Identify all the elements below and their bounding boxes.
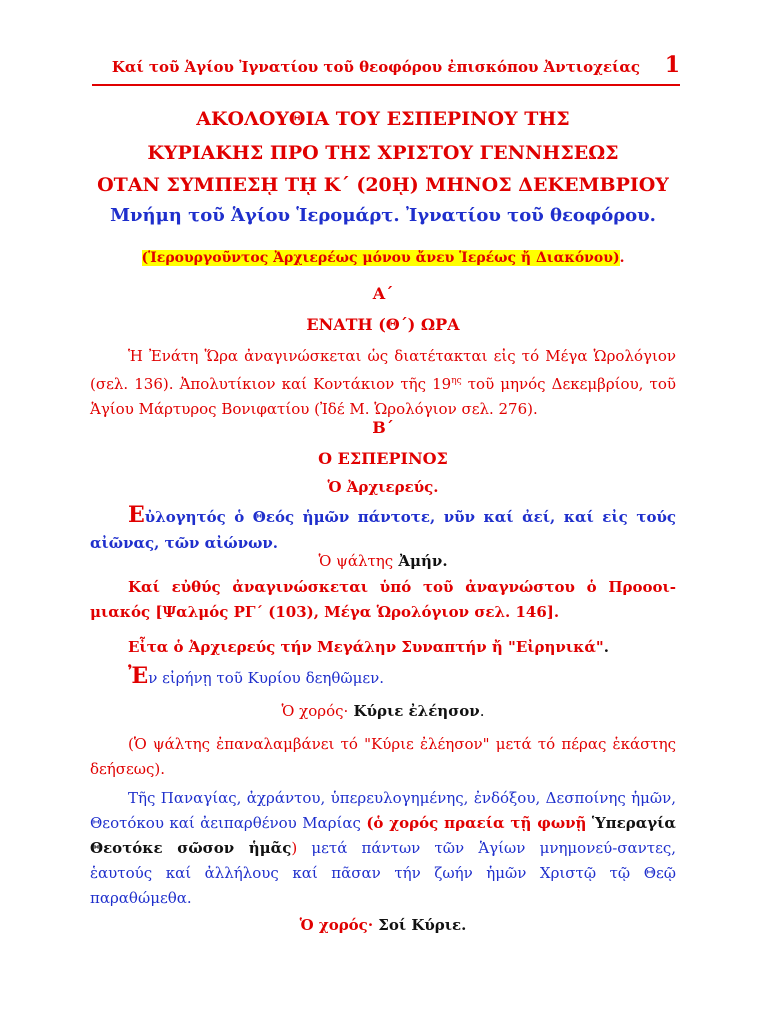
peace-petition	[90, 664, 676, 691]
peace-initial: Ἐ	[128, 663, 149, 689]
psaltis-label: Ὁ ψάλτης	[318, 552, 394, 570]
choir-response-line-1	[90, 702, 676, 720]
kyrie-dot: .	[479, 702, 485, 720]
title-line-2: ΚΥΡΙΑΚΗΣ ΠΡΟ ΤΗΣ ΧΡΙΣΤΟΥ ΓΕΝΝΗΣΕΩΣ	[147, 142, 619, 164]
choir-label-1: Ὁ χορός·	[281, 702, 349, 720]
title-line-1: ΑΚΟΛΟΥΘΙΑ ΤΟΥ ΕΣΠΕΡΙΝΟΥ ΤΗΣ	[196, 108, 570, 130]
blessing-paragraph	[90, 502, 676, 556]
rubric-highlight: (Ἱερουργοῦντος Ἀρχιερέως μόνου ἄνευ Ἱερέως ἤ Διακόνου)	[141, 250, 620, 266]
header-title: Καί τοῦ Ἁγίου Ἰγνατίου τοῦ θεοφόρου ἐπισκόπου Ἀντιοχείας	[111, 58, 640, 76]
panagia-hymn: Ὑπεραγία Θεοτόκε σῶσον ἡμᾶς	[90, 814, 676, 857]
synapti-dot: .	[603, 638, 609, 656]
psaltis-line	[90, 552, 676, 570]
psaltis-amen: Ἀμήν.	[393, 552, 448, 570]
psalm-instruction: Καί εὐθύς ἀναγινώσκεται ὑπό τοῦ ἀναγνώστου ὁ Προοοι-μιακός [Ψαλμός ΡΓ΄ (103), Μέγα Ὡρολόγιον σελ. 146].	[90, 578, 676, 621]
section-b-label: Β΄	[372, 418, 394, 437]
section-a-label: Α΄	[372, 284, 394, 303]
ninth-hour-paragraph	[90, 344, 676, 422]
ninth-hour-sup: ης	[451, 376, 462, 386]
blessing-text: ὐλογητός ὁ Θεός ἡμῶν πάντοτε, νῦν καί ἀεί, καί εἰς τούς αἰῶνας, τῶν αἰώνων.	[90, 508, 676, 552]
psaltis-repeat-note: (Ὁ ψάλτης ἐπαναλαμβάνει τό "Κύριε ἐλέησον" μετά τό πέρας ἑκάστης δεήσεως).	[90, 735, 676, 778]
panagia-text-2: μετά πάντων τῶν Ἁγίων μνημονεύ-σαντες, ἑαυτούς καί ἀλλήλους καί πᾶσαν τήν ζωήν ἡμῶν Χριστῷ τῷ Θεῷ παραθώμεθα.	[90, 839, 677, 907]
ninth-hour-text-pre: Ἡ Ἐνάτη Ὥρα ἀναγινώσκεται ὡς διατέτακται εἰς τό Μέγα Ὡρολόγιον (σελ. 136). Ἀπολυτίκιον καί Κοντάκιον τῆς 19	[90, 347, 676, 393]
panagia-text-1: Τῆς Παναγίας, ἀχράντου, ὑπερευλογημένης, ἐνδόξου, Δεσποίνης ἡμῶν, Θεοτόκου καί ἀειπαρθένου Μαρίας	[90, 789, 676, 832]
rubric-line	[90, 250, 676, 266]
ninth-hour-title: ΕΝΑΤΗ (Θ΄) ΩΡΑ	[306, 315, 460, 334]
peace-text: ν εἰρήνῃ τοῦ Κυρίου δεηθῶμεν.	[148, 669, 385, 687]
synapti-instruction: Εἶτα ὁ Ἀρχιερεύς τήν Μεγάλην Συναπτήν ἤ "Εἰρηνικά"	[128, 638, 604, 656]
choir-response-line-2	[90, 916, 676, 934]
synapti-line	[90, 635, 676, 660]
title-line-4: Μνήμη τοῦ Ἁγίου Ἱερομάρτ. Ἰγνατίου τοῦ θεοφόρου.	[110, 205, 656, 226]
page-number: 1	[664, 52, 680, 78]
title-line-3: ΟΤΑΝ ΣΥΜΠΕΣῌ Τῌ Κ΄ (20ῌ) ΜΗΝΟΣ ΔΕΚΕΜΒΡΙΟΥ	[97, 174, 669, 196]
panagia-paragraph	[90, 786, 676, 911]
running-header	[92, 54, 680, 86]
vespers-title: Ο ΕΣΠΕΡΙΝΟΣ	[318, 449, 448, 468]
panagia-close: )	[291, 839, 298, 857]
soi-kyrie: Σοί Κύριε.	[373, 916, 467, 934]
archiereus-label: Ὁ Ἀρχιερεύς.	[327, 478, 439, 496]
rubric-dot: .	[619, 250, 625, 266]
blessing-initial: Ε	[128, 502, 145, 528]
choir-label-2: Ὁ χορός·	[299, 916, 374, 934]
ninth-hour-text-post: τοῦ μηνός Δεκεμβρίου, τοῦ Ἁγίου Μάρτυρος Βονιφατίου (Ἰδέ Μ. Ὡρολόγιον σελ. 276).	[90, 375, 676, 418]
kyrie-eleison: Κύριε ἐλέησον	[348, 702, 480, 720]
panagia-choir-note: (ὁ χορός πραεία τῇ φωνῇ	[366, 814, 587, 832]
